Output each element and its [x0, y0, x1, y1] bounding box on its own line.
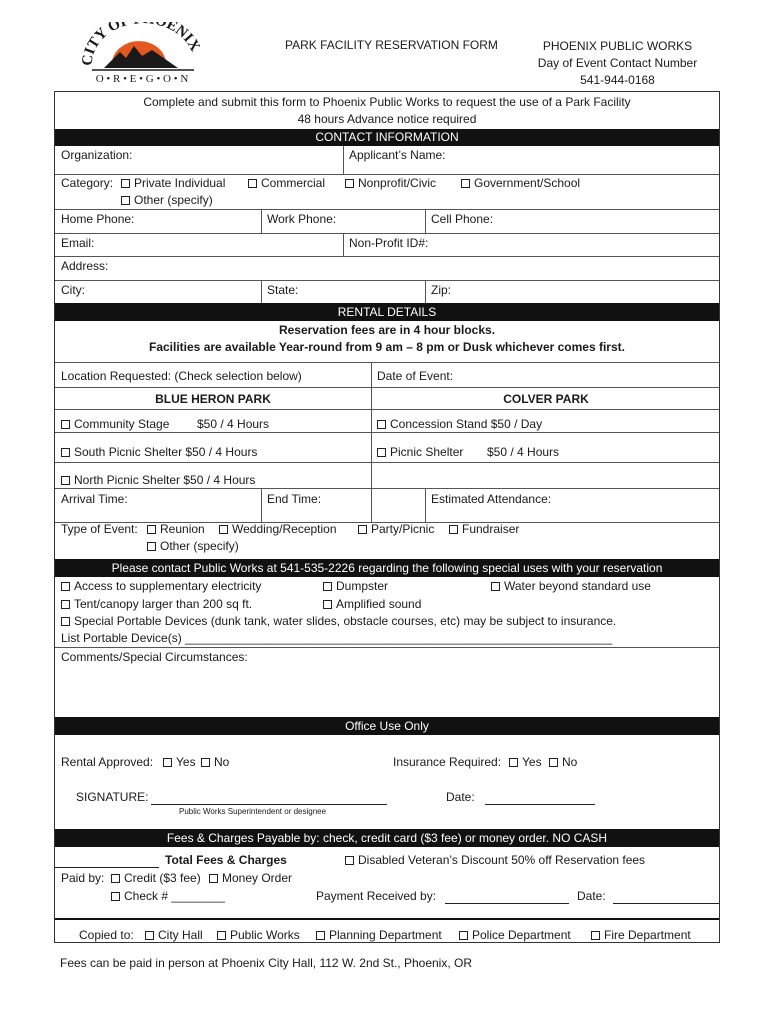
option-south-picnic-shelter[interactable]: South Picnic Shelter $50 / 4 Hours	[61, 445, 257, 459]
contact-block	[520, 38, 715, 89]
option-north-picnic-shelter[interactable]: North Picnic Shelter $50 / 4 Hours	[61, 473, 255, 487]
checkbox-icon[interactable]	[217, 931, 226, 940]
checkbox-icon[interactable]	[591, 931, 600, 940]
category-nonprofit[interactable]: Nonprofit/Civic	[345, 176, 436, 190]
signature-line[interactable]	[151, 804, 387, 805]
option-credit[interactable]: Credit ($3 fee)	[111, 871, 201, 885]
insurance-no[interactable]: No	[549, 755, 577, 769]
state-field[interactable]: State:	[267, 283, 299, 297]
city-logo	[82, 22, 200, 84]
option-check[interactable]: Check # ________	[111, 889, 225, 903]
list-portable-devices-field[interactable]: List Portable Device(s) ________________________________________________________________	[61, 631, 613, 645]
office-date-label: Date:	[446, 790, 475, 804]
contact-label: Day of Event Contact Number	[537, 56, 698, 70]
colver-park-heading: COLVER PARK	[503, 392, 589, 406]
nonprofit-id-field[interactable]: Non-Profit ID#:	[349, 236, 429, 250]
option-amplified-sound[interactable]: Amplified sound	[323, 597, 421, 611]
category-private[interactable]: Private Individual	[121, 176, 225, 190]
option-water[interactable]: Water beyond standard use	[491, 579, 651, 593]
signature-caption: Public Works Superintendent or designee	[179, 807, 327, 816]
option-portable-devices[interactable]: Special Portable Devices (dunk tank, water slides, obstacle courses, etc) may be subject to insurance.	[61, 614, 616, 628]
category-label: Category:	[61, 176, 114, 190]
insurance-yes[interactable]: Yes	[509, 755, 542, 769]
checkbox-icon[interactable]	[61, 420, 70, 429]
option-concession-stand[interactable]: Concession Stand $50 / Day	[377, 417, 542, 431]
checkbox-icon[interactable]	[219, 525, 228, 534]
home-phone-field[interactable]: Home Phone:	[61, 212, 135, 226]
office-use-heading: Office Use Only	[55, 717, 719, 735]
option-money-order[interactable]: Money Order	[209, 871, 292, 885]
fees-heading: Fees & Charges Payable by: check, credit card ($3 fee) or money order. NO CASH	[55, 829, 719, 847]
option-electricity[interactable]: Access to supplementary electricity	[61, 579, 261, 593]
work-phone-field[interactable]: Work Phone:	[267, 212, 337, 226]
checkbox-icon[interactable]	[316, 931, 325, 940]
event-type-reunion[interactable]: Reunion	[147, 522, 205, 536]
checkbox-icon[interactable]	[61, 476, 70, 485]
checkbox-icon[interactable]	[549, 758, 558, 767]
event-type-party[interactable]: Party/Picnic	[358, 522, 434, 536]
rental-heading: RENTAL DETAILS	[55, 303, 719, 321]
checkbox-icon[interactable]	[147, 542, 156, 551]
date-of-event-field[interactable]: Date of Event:	[377, 369, 454, 383]
checkbox-icon[interactable]	[449, 525, 458, 534]
event-type-wedding[interactable]: Wedding/Reception	[219, 522, 337, 536]
checkbox-icon[interactable]	[491, 582, 500, 591]
insurance-required-label: Insurance Required:	[393, 755, 502, 769]
dept-name: PHOENIX PUBLIC WORKS	[542, 39, 693, 53]
office-date-line[interactable]	[485, 804, 595, 805]
blue-heron-park-heading: BLUE HERON PARK	[155, 392, 271, 406]
cell-phone-field[interactable]: Cell Phone:	[431, 212, 494, 226]
arrival-time-field[interactable]: Arrival Time:	[61, 492, 128, 506]
option-veteran-discount[interactable]: Disabled Veteran’s Discount 50% off Reservation fees	[345, 853, 645, 867]
payment-date-line[interactable]	[613, 903, 719, 904]
checkbox-icon[interactable]	[61, 582, 70, 591]
checkbox-icon[interactable]	[111, 892, 120, 901]
checkbox-icon[interactable]	[201, 758, 210, 767]
copied-fire[interactable]: Fire Department	[591, 928, 691, 942]
checkbox-icon[interactable]	[121, 179, 130, 188]
payment-received-line[interactable]	[445, 903, 569, 904]
checkbox-icon[interactable]	[61, 617, 70, 626]
category-other[interactable]: Other (specify)	[121, 193, 213, 207]
copied-planning[interactable]: Planning Department	[316, 928, 442, 942]
logo-city-text: ITY O ENI	[82, 22, 196, 57]
applicant-name-field[interactable]: Applicant’s Name:	[349, 148, 446, 162]
option-picnic-shelter[interactable]: Picnic Shelter	[377, 445, 463, 459]
checkbox-icon[interactable]	[323, 582, 332, 591]
checkbox-icon[interactable]	[147, 525, 156, 534]
checkbox-icon[interactable]	[509, 758, 518, 767]
copied-city-hall[interactable]: City Hall	[145, 928, 203, 942]
checkbox-icon[interactable]	[145, 931, 154, 940]
zip-field[interactable]: Zip:	[431, 283, 452, 297]
option-community-stage[interactable]: Community Stage	[61, 417, 169, 431]
copied-public-works[interactable]: Public Works	[217, 928, 300, 942]
rental-approved-label: Rental Approved:	[61, 755, 154, 769]
category-government[interactable]: Government/School	[461, 176, 580, 190]
address-field[interactable]: Address:	[61, 259, 109, 273]
estimated-attendance-field[interactable]: Estimated Attendance:	[431, 492, 552, 506]
checkbox-icon[interactable]	[345, 856, 354, 865]
special-uses-heading: Please contact Public Works at 541-535-2226 regarding the following special uses with your reservation	[55, 559, 719, 577]
checkbox-icon[interactable]	[459, 931, 468, 940]
picnic-shelter-fee: $50 / 4 Hours	[487, 445, 560, 459]
category-commercial[interactable]: Commercial	[248, 176, 325, 190]
checkbox-icon[interactable]	[163, 758, 172, 767]
checkbox-icon[interactable]	[461, 179, 470, 188]
checkbox-icon[interactable]	[377, 420, 386, 429]
checkbox-icon[interactable]	[121, 196, 130, 205]
fees-note: Reservation fees are in 4 hour blocks.	[278, 323, 496, 337]
location-requested-label: Location Requested: (Check selection below)	[61, 369, 302, 383]
total-fees-line[interactable]	[55, 867, 159, 868]
checkbox-icon[interactable]	[61, 448, 70, 457]
logo-state-text: O • R • E • G • O • N	[95, 73, 189, 84]
event-type-label: Type of Event:	[61, 522, 138, 536]
checkbox-icon[interactable]	[209, 874, 218, 883]
option-tent[interactable]: Tent/canopy larger than 200 sq ft.	[61, 597, 252, 611]
community-stage-fee: $50 / 4 Hours	[197, 417, 270, 431]
checkbox-icon[interactable]	[377, 448, 386, 457]
checkbox-icon[interactable]	[323, 600, 332, 609]
rental-approved-no[interactable]: No	[201, 755, 229, 769]
checkbox-icon[interactable]	[111, 874, 120, 883]
intro-line1: Complete and submit this form to Phoenix Public Works to request the use of a Park Facility	[143, 95, 631, 109]
checkbox-icon[interactable]	[248, 179, 257, 188]
reservation-form	[54, 91, 720, 943]
intro-line2: 48 hours Advance notice required	[297, 112, 477, 126]
event-type-other[interactable]: Other (specify)	[147, 539, 239, 553]
signature-label: SIGNATURE:	[76, 790, 149, 804]
city-field[interactable]: City:	[61, 283, 85, 297]
total-fees-label: Total Fees & Charges	[165, 853, 287, 867]
end-time-field[interactable]: End Time:	[267, 492, 322, 506]
copied-police[interactable]: Police Department	[459, 928, 571, 942]
payment-received-label: Payment Received by:	[316, 889, 437, 903]
contact-phone: 541-944-0168	[580, 73, 655, 87]
checkbox-icon[interactable]	[345, 179, 354, 188]
checkbox-icon[interactable]	[358, 525, 367, 534]
availability-note: Facilities are available Year-round from 9 am – 8 pm or Dusk whichever comes first.	[149, 340, 625, 354]
form-title: PARK FACILITY RESERVATION FORM	[285, 38, 498, 52]
payment-date-label: Date:	[577, 889, 606, 903]
option-dumpster[interactable]: Dumpster	[323, 579, 388, 593]
checkbox-icon[interactable]	[61, 600, 70, 609]
email-field[interactable]: Email:	[61, 236, 95, 250]
footer-note: Fees can be paid in person at Phoenix City Hall, 112 W. 2nd St., Phoenix, OR	[60, 956, 473, 970]
comments-field[interactable]: Comments/Special Circumstances:	[61, 650, 248, 664]
contact-heading: CONTACT INFORMATION	[55, 129, 719, 146]
organization-field[interactable]: Organization:	[61, 148, 133, 162]
rental-approved-yes[interactable]: Yes	[163, 755, 196, 769]
copied-to-label: Copied to:	[79, 928, 134, 942]
event-type-fundraiser[interactable]: Fundraiser	[449, 522, 519, 536]
paid-by-label: Paid by:	[61, 871, 105, 885]
